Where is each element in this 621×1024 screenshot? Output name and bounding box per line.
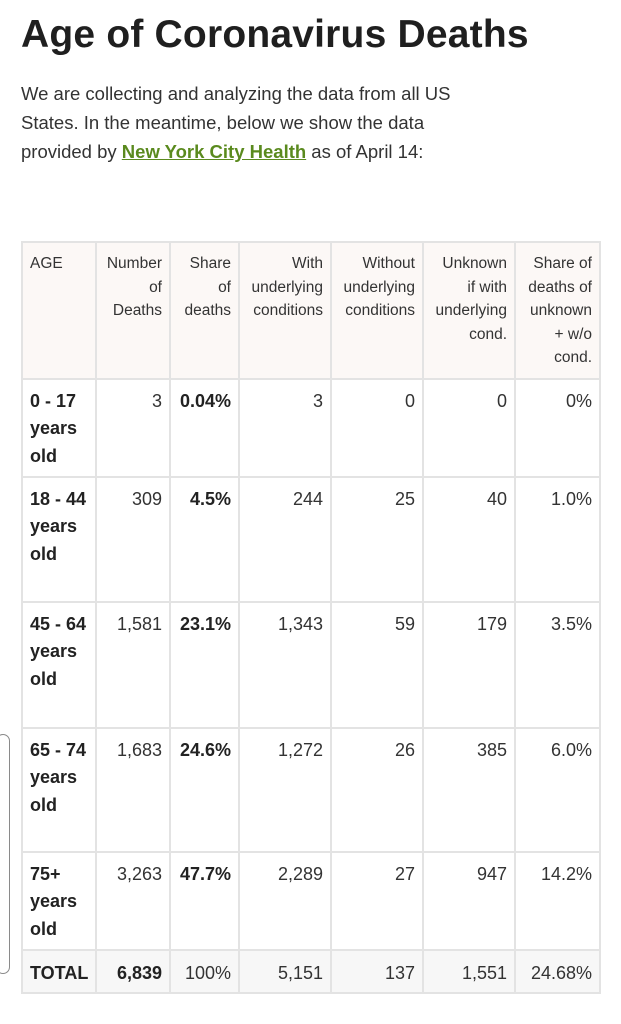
header-share-unknown: Share of deaths of unknown + w/o cond.	[515, 242, 600, 379]
header-number-of-deaths: Number of Deaths	[96, 242, 170, 379]
intro-text-before: We are collecting and analyzing the data from all US States. In the meantime, below we show the data provided by	[21, 83, 451, 162]
cell-deaths: 3	[96, 379, 170, 477]
cell-share: 4.5%	[170, 477, 239, 602]
cell-total-deaths: 6,839	[96, 950, 170, 993]
header-unknown-underlying: Unknown if with underlying cond.	[423, 242, 515, 379]
cell-deaths: 1,581	[96, 602, 170, 728]
cell-without: 59	[331, 602, 423, 728]
cell-share: 23.1%	[170, 602, 239, 728]
cell-share-unknown: 6.0%	[515, 728, 600, 852]
cell-unknown: 0	[423, 379, 515, 477]
cell-deaths: 309	[96, 477, 170, 602]
cell-with: 1,343	[239, 602, 331, 728]
cell-deaths: 1,683	[96, 728, 170, 852]
cell-unknown: 40	[423, 477, 515, 602]
header-share-of-deaths: Share of deaths	[170, 242, 239, 379]
intro-text-after: as of April 14:	[306, 141, 424, 162]
cell-age: 45 - 64 years old	[22, 602, 96, 728]
table-row	[22, 728, 600, 852]
article	[21, 0, 599, 983]
scroll-edge-indicator	[0, 734, 10, 974]
cell-share-unknown: 1.0%	[515, 477, 600, 602]
header-with-underlying: With underlying conditions	[239, 242, 331, 379]
cell-with: 2,289	[239, 852, 331, 950]
page-title: Age of Coronavirus Deaths	[21, 13, 529, 56]
cell-without: 27	[331, 852, 423, 950]
cell-with: 244	[239, 477, 331, 602]
cell-deaths: 3,263	[96, 852, 170, 950]
cell-total-share-unknown: 24.68%	[515, 950, 600, 993]
cell-without: 25	[331, 477, 423, 602]
cell-age: 75+ years old	[22, 852, 96, 950]
cell-share: 24.6%	[170, 728, 239, 852]
cell-unknown: 385	[423, 728, 515, 852]
table-row	[22, 602, 600, 728]
cell-total-share: 100%	[170, 950, 239, 993]
cell-share-unknown: 3.5%	[515, 602, 600, 728]
cell-unknown: 947	[423, 852, 515, 950]
cell-age: 18 - 44 years old	[22, 477, 96, 602]
deaths-by-age-table	[21, 241, 601, 994]
nyc-health-link[interactable]: New York City Health	[121, 141, 307, 162]
cell-total-unknown: 1,551	[423, 950, 515, 993]
cell-total-with: 5,151	[239, 950, 331, 993]
table-header-row	[22, 242, 600, 379]
header-age: AGE	[22, 242, 96, 379]
cell-share-unknown: 14.2%	[515, 852, 600, 950]
cell-with: 3	[239, 379, 331, 477]
cell-age: 0 - 17 years old	[22, 379, 96, 477]
cell-share-unknown: 0%	[515, 379, 600, 477]
cell-without: 26	[331, 728, 423, 852]
cell-without: 0	[331, 379, 423, 477]
table-row	[22, 852, 600, 950]
cell-with: 1,272	[239, 728, 331, 852]
cell-unknown: 179	[423, 602, 515, 728]
header-without-underlying: Without underlying conditions	[331, 242, 423, 379]
cell-age: 65 - 74 years old	[22, 728, 96, 852]
cell-share: 47.7%	[170, 852, 239, 950]
table-total-row	[22, 950, 600, 993]
cell-total-label: TOTAL	[22, 950, 96, 993]
intro-paragraph	[21, 79, 491, 166]
cell-share: 0.04%	[170, 379, 239, 477]
table-row	[22, 477, 600, 602]
cell-total-without: 137	[331, 950, 423, 993]
table-row	[22, 379, 600, 477]
